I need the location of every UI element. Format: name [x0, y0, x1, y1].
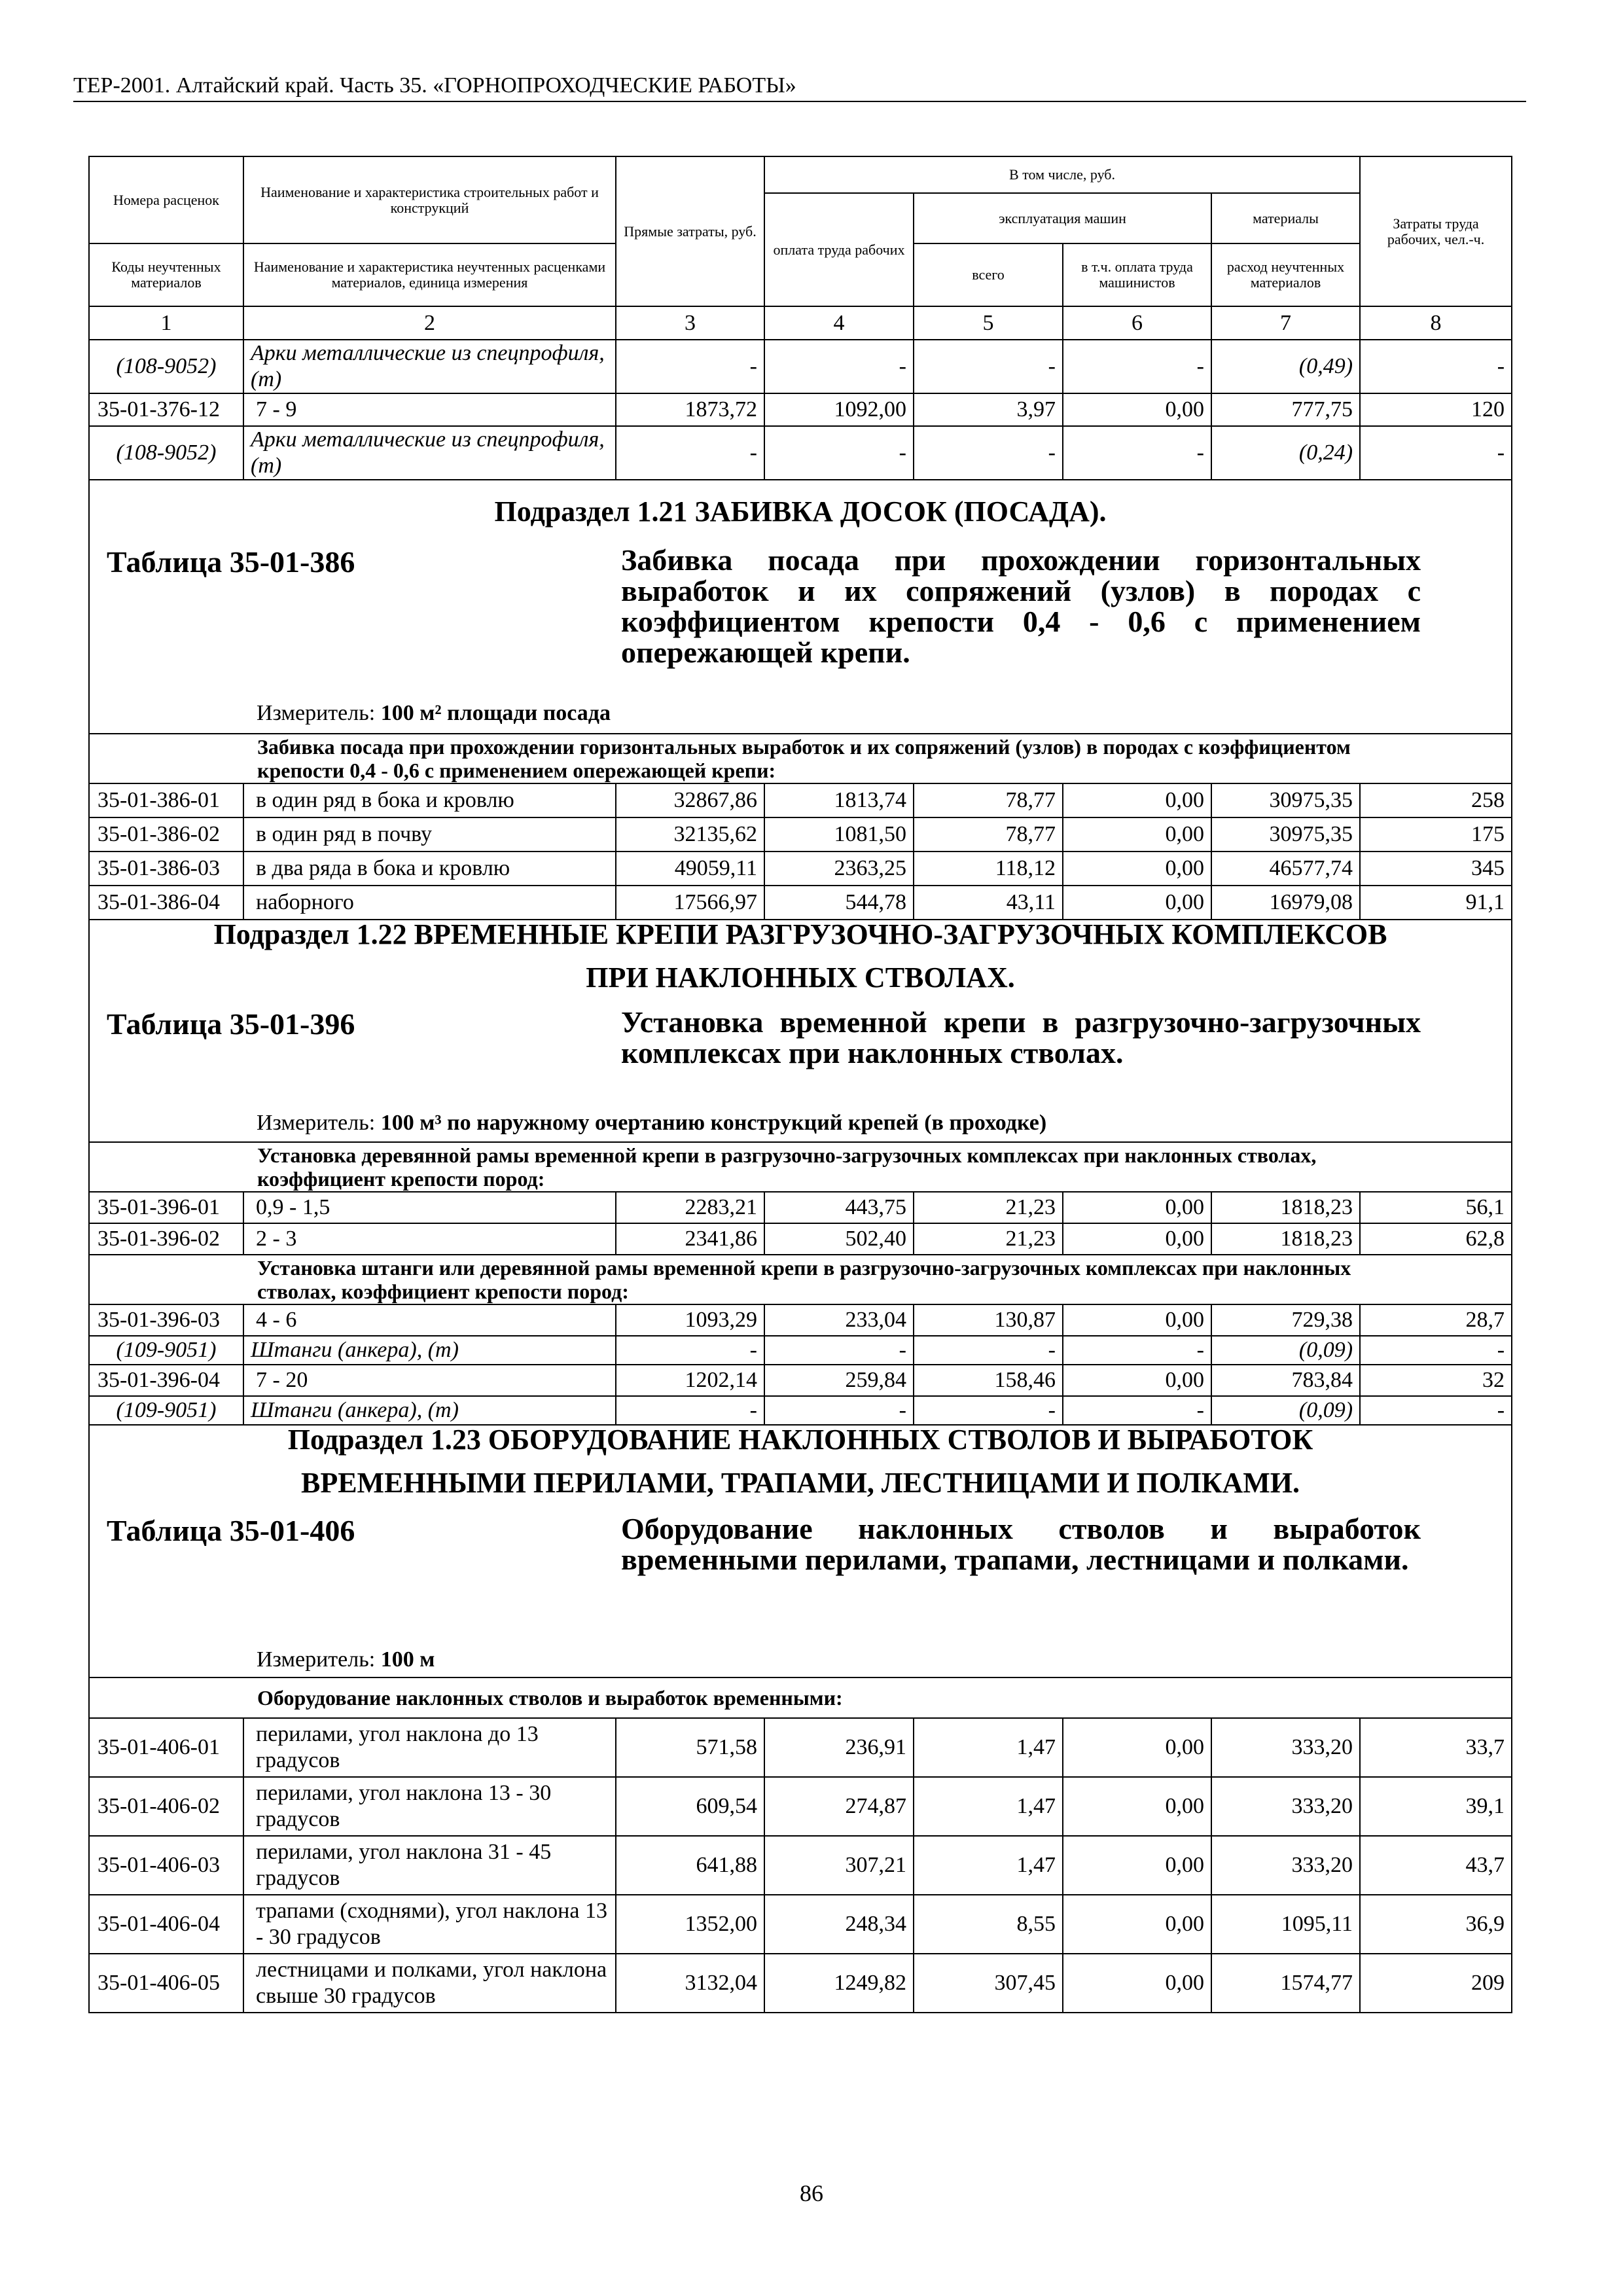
group-row: [89, 734, 1512, 783]
table-label: Таблица 35-01-396: [107, 1007, 355, 1041]
labor-cell: 62,8: [1360, 1223, 1512, 1255]
rate-row: [89, 1304, 1512, 1336]
group-title: Установка деревянной рамы временной крепи в разгрузочно-загрузочных комплексах при наклонных стволах, коэффициент крепости пород:: [89, 1142, 1512, 1192]
labor-cell: 33,7: [1360, 1718, 1512, 1777]
direct-costs-cell: 49059,11: [616, 852, 764, 886]
work-name: лестницами и полками, угол наклона свыше 30 градусов: [243, 1954, 616, 2013]
rate-code: 35-01-386-04: [89, 886, 243, 920]
materials-cell: 1818,23: [1211, 1223, 1360, 1255]
col-rate-numbers: Номера расценок: [89, 156, 243, 243]
machine-total-cell: 307,45: [914, 1954, 1063, 2013]
group-row: [89, 1142, 1512, 1192]
materials-cell: 1818,23: [1211, 1192, 1360, 1223]
worker-pay-cell: -: [764, 426, 914, 480]
work-name: трапами (сходнями), угол наклона 13 - 30 градусов: [243, 1895, 616, 1954]
table-description: Установка временной крепи в разгрузочно-загрузочных комплексах при наклонных стволах.: [621, 1005, 1421, 1069]
materials-cell: 1095,11: [1211, 1895, 1360, 1954]
operator-pay-cell: 0,00: [1063, 1836, 1211, 1895]
worker-pay-cell: -: [764, 1396, 914, 1425]
group-title: Оборудование наклонных стволов и выработок временными:: [89, 1677, 1512, 1718]
page-number: 86: [800, 2180, 823, 2206]
measure-prefix: Измеритель:: [257, 1647, 376, 1672]
labor-cell: -: [1360, 1336, 1512, 1365]
materials-cell: 30975,35: [1211, 817, 1360, 852]
labor-cell: -: [1360, 340, 1512, 393]
column-number: 8: [1360, 306, 1512, 340]
rate-row: [89, 1777, 1512, 1836]
col-materials: материалы: [1211, 193, 1360, 243]
group-title: Установка штанги или деревянной рамы временной крепи в разгрузочно-загрузочных комплексах при наклонных стволах, коэффициент крепости пород:: [89, 1255, 1512, 1304]
machine-total-cell: 43,11: [914, 886, 1063, 920]
operator-pay-cell: -: [1063, 340, 1211, 393]
materials-cell: 46577,74: [1211, 852, 1360, 886]
rate-row: [89, 817, 1512, 852]
rates-table: [88, 156, 1512, 2013]
material-code: (109-9051): [89, 1396, 243, 1425]
labor-cell: 120: [1360, 393, 1512, 426]
col-worker-pay: оплата труда рабочих: [764, 193, 914, 306]
direct-costs-cell: 1873,72: [616, 393, 764, 426]
subsection-cell: [89, 920, 1512, 1142]
machine-total-cell: 21,23: [914, 1192, 1063, 1223]
col-machine-ops: эксплуатация машин: [914, 193, 1211, 243]
col-material-codes: Коды неучтенных материалов: [89, 243, 243, 306]
direct-costs-cell: 2283,21: [616, 1192, 764, 1223]
col-including: В том числе, руб.: [764, 156, 1360, 193]
material-code: (109-9051): [89, 1336, 243, 1365]
table-description: Оборудование наклонных стволов и выработок временными перилами, трапами, лестницами и полками.: [621, 1512, 1421, 1576]
work-name: перилами, угол наклона 13 - 30 градусов: [243, 1777, 616, 1836]
operator-pay-cell: 0,00: [1063, 1365, 1211, 1396]
measure-prefix: Измеритель:: [257, 701, 376, 725]
operator-pay-cell: 0,00: [1063, 817, 1211, 852]
operator-pay-cell: 0,00: [1063, 886, 1211, 920]
subsection-title: ВРЕМЕННЫМИ ПЕРИЛАМИ, ТРАПАМИ, ЛЕСТНИЦАМИ И ПОЛКАМИ.: [300, 1467, 1300, 1499]
rate-code: 35-01-376-12: [89, 393, 243, 426]
operator-pay-cell: 0,00: [1063, 1954, 1211, 2013]
rate-code: 35-01-396-03: [89, 1304, 243, 1336]
direct-costs-cell: 3132,04: [616, 1954, 764, 2013]
worker-pay-cell: -: [764, 340, 914, 393]
direct-costs-cell: 17566,97: [616, 886, 764, 920]
subsection-title: Подраздел 1.23 ОБОРУДОВАНИЕ НАКЛОННЫХ СТВОЛОВ И ВЫРАБОТОК: [287, 1425, 1313, 1456]
material-row: [89, 1336, 1512, 1365]
work-name: 7 - 20: [243, 1365, 616, 1396]
measure-value: 100 м³ по наружному очертанию конструкций крепей (в проходке): [380, 1111, 1047, 1135]
worker-pay-cell: 259,84: [764, 1365, 914, 1396]
rate-row: [89, 1718, 1512, 1777]
machine-total-cell: 1,47: [914, 1836, 1063, 1895]
materials-cell: 30975,35: [1211, 783, 1360, 817]
materials-cell: 16979,08: [1211, 886, 1360, 920]
column-number: 6: [1063, 306, 1211, 340]
col-total: всего: [914, 243, 1063, 306]
measure-unit: [257, 700, 611, 726]
direct-costs-cell: 32135,62: [616, 817, 764, 852]
rate-code: 35-01-406-03: [89, 1836, 243, 1895]
material-row: [89, 340, 1512, 393]
materials-cell: 1574,77: [1211, 1954, 1360, 2013]
subsection-block: [90, 480, 1511, 733]
materials-cell: (0,24): [1211, 426, 1360, 480]
direct-costs-cell: 1093,29: [616, 1304, 764, 1336]
labor-cell: 28,7: [1360, 1304, 1512, 1336]
work-name: в два ряда в бока и кровлю: [243, 852, 616, 886]
table-label: Таблица 35-01-406: [107, 1514, 355, 1547]
labor-cell: -: [1360, 1396, 1512, 1425]
material-code: (108-9052): [89, 340, 243, 393]
operator-pay-cell: 0,00: [1063, 1718, 1211, 1777]
group-row: [89, 1255, 1512, 1304]
materials-cell: 729,38: [1211, 1304, 1360, 1336]
rates-document: [88, 156, 1511, 2013]
materials-cell: (0,49): [1211, 340, 1360, 393]
subsection-title: Подраздел 1.21 ЗАБИВКА ДОСОК (ПОСАДА).: [494, 495, 1107, 528]
col-labor: Затраты труда рабочих, чел.-ч.: [1360, 156, 1512, 306]
direct-costs-cell: -: [616, 1336, 764, 1365]
labor-cell: 91,1: [1360, 886, 1512, 920]
group-row: [89, 1677, 1512, 1718]
measure-value: 100 м: [380, 1647, 435, 1672]
direct-costs-cell: 1202,14: [616, 1365, 764, 1396]
subsection-title: Подраздел 1.22 ВРЕМЕННЫЕ КРЕПИ РАЗГРУЗОЧНО-ЗАГРУЗОЧНЫХ КОМПЛЕКСОВ: [213, 920, 1387, 950]
rate-row: [89, 783, 1512, 817]
rate-row: [89, 852, 1512, 886]
machine-total-cell: 78,77: [914, 783, 1063, 817]
machine-total-cell: -: [914, 1336, 1063, 1365]
rate-code: 35-01-396-04: [89, 1365, 243, 1396]
materials-cell: 333,20: [1211, 1777, 1360, 1836]
work-name: 0,9 - 1,5: [243, 1192, 616, 1223]
column-number: 5: [914, 306, 1063, 340]
col-material-name: Наименование и характеристика неучтенных расценками материалов, единица измерения: [243, 243, 616, 306]
column-number: 1: [89, 306, 243, 340]
worker-pay-cell: 443,75: [764, 1192, 914, 1223]
operator-pay-cell: 0,00: [1063, 1304, 1211, 1336]
materials-cell: 333,20: [1211, 1718, 1360, 1777]
operator-pay-cell: 0,00: [1063, 1777, 1211, 1836]
subsection-header: [89, 920, 1512, 1142]
rate-code: 35-01-406-01: [89, 1718, 243, 1777]
direct-costs-cell: -: [616, 1396, 764, 1425]
materials-cell: 333,20: [1211, 1836, 1360, 1895]
worker-pay-cell: 1813,74: [764, 783, 914, 817]
column-number: 4: [764, 306, 914, 340]
machine-total-cell: 1,47: [914, 1718, 1063, 1777]
labor-cell: 32: [1360, 1365, 1512, 1396]
subsection-header: [89, 1425, 1512, 1677]
table-label: Таблица 35-01-386: [107, 545, 355, 579]
worker-pay-cell: 307,21: [764, 1836, 914, 1895]
measure-value: 100 м² площади посада: [380, 701, 611, 725]
column-number: 7: [1211, 306, 1360, 340]
operator-pay-cell: 0,00: [1063, 1895, 1211, 1954]
rate-row: [89, 1836, 1512, 1895]
worker-pay-cell: 1081,50: [764, 817, 914, 852]
machine-total-cell: 21,23: [914, 1223, 1063, 1255]
direct-costs-cell: -: [616, 426, 764, 480]
operator-pay-cell: -: [1063, 1396, 1211, 1425]
direct-costs-cell: 641,88: [616, 1836, 764, 1895]
operator-pay-cell: -: [1063, 1336, 1211, 1365]
direct-costs-cell: 2341,86: [616, 1223, 764, 1255]
work-name: в один ряд в почву: [243, 817, 616, 852]
work-name: наборного: [243, 886, 616, 920]
materials-cell: (0,09): [1211, 1396, 1360, 1425]
col-work-name: Наименование и характеристика строительных работ и конструкций: [243, 156, 616, 243]
measure-unit: [257, 1647, 435, 1673]
work-name: перилами, угол наклона 31 - 45 градусов: [243, 1836, 616, 1895]
materials-cell: (0,09): [1211, 1336, 1360, 1365]
material-name: Штанги (анкера), (т): [243, 1396, 616, 1425]
measure-unit: [257, 1110, 1046, 1136]
group-title: Забивка посада при прохождении горизонтальных выработок и их сопряжений (узлов) в породах с коэффициентом крепости 0,4 - 0,6 с применением опережающей крепи:: [89, 734, 1512, 783]
operator-pay-cell: 0,00: [1063, 1192, 1211, 1223]
machine-total-cell: 3,97: [914, 393, 1063, 426]
direct-costs-cell: 571,58: [616, 1718, 764, 1777]
material-row: [89, 426, 1512, 480]
rate-row: [89, 1223, 1512, 1255]
labor-cell: -: [1360, 426, 1512, 480]
rate-row: [89, 1365, 1512, 1396]
work-name: 4 - 6: [243, 1304, 616, 1336]
operator-pay-cell: 0,00: [1063, 852, 1211, 886]
worker-pay-cell: 1249,82: [764, 1954, 914, 2013]
worker-pay-cell: -: [764, 1336, 914, 1365]
labor-cell: 345: [1360, 852, 1512, 886]
work-name: перилами, угол наклона до 13 градусов: [243, 1718, 616, 1777]
subsection-cell: [89, 1425, 1512, 1677]
worker-pay-cell: 236,91: [764, 1718, 914, 1777]
measure-prefix: Измеритель:: [257, 1111, 376, 1135]
rate-row: [89, 886, 1512, 920]
labor-cell: 209: [1360, 1954, 1512, 2013]
material-code: (108-9052): [89, 426, 243, 480]
rate-row: [89, 1954, 1512, 2013]
machine-total-cell: -: [914, 426, 1063, 480]
worker-pay-cell: 502,40: [764, 1223, 914, 1255]
labor-cell: 258: [1360, 783, 1512, 817]
material-name: Арки металлические из спецпрофиля, (т): [243, 340, 616, 393]
subsection-block: [90, 1426, 1511, 1677]
machine-total-cell: 1,47: [914, 1777, 1063, 1836]
work-name: в один ряд в бока и кровлю: [243, 783, 616, 817]
material-name: Штанги (анкера), (т): [243, 1336, 616, 1365]
column-number: 2: [243, 306, 616, 340]
labor-cell: 39,1: [1360, 1777, 1512, 1836]
subsection-cell: [89, 480, 1512, 734]
column-number: 3: [616, 306, 764, 340]
table-description: Забивка посада при прохождении горизонтальных выработок и их сопряжений (узлов) в породах с коэффициентом крепости 0,4 - 0,6 с применением опережающей крепи.: [621, 543, 1421, 669]
machine-total-cell: 130,87: [914, 1304, 1063, 1336]
rate-code: 35-01-406-05: [89, 1954, 243, 2013]
direct-costs-cell: 32867,86: [616, 783, 764, 817]
work-name: 7 - 9: [243, 393, 616, 426]
worker-pay-cell: 2363,25: [764, 852, 914, 886]
machine-total-cell: 118,12: [914, 852, 1063, 886]
machine-total-cell: 78,77: [914, 817, 1063, 852]
work-name: 2 - 3: [243, 1223, 616, 1255]
rate-code: 35-01-386-03: [89, 852, 243, 886]
direct-costs-cell: -: [616, 340, 764, 393]
operator-pay-cell: -: [1063, 426, 1211, 480]
column-numbers-row: [89, 306, 1512, 340]
col-unaccounted-materials: расход неучтенных материалов: [1211, 243, 1360, 306]
operator-pay-cell: 0,00: [1063, 783, 1211, 817]
machine-total-cell: 158,46: [914, 1365, 1063, 1396]
operator-pay-cell: 0,00: [1063, 1223, 1211, 1255]
material-name: Арки металлические из спецпрофиля, (т): [243, 426, 616, 480]
worker-pay-cell: 233,04: [764, 1304, 914, 1336]
rate-row: [89, 393, 1512, 426]
rate-code: 35-01-386-01: [89, 783, 243, 817]
worker-pay-cell: 544,78: [764, 886, 914, 920]
labor-cell: 56,1: [1360, 1192, 1512, 1223]
labor-cell: 36,9: [1360, 1895, 1512, 1954]
direct-costs-cell: 1352,00: [616, 1895, 764, 1954]
materials-cell: 783,84: [1211, 1365, 1360, 1396]
rate-code: 35-01-396-02: [89, 1223, 243, 1255]
subsection-header: [89, 480, 1512, 734]
subsection-block: [90, 920, 1511, 1141]
operator-pay-cell: 0,00: [1063, 393, 1211, 426]
materials-cell: 777,75: [1211, 393, 1360, 426]
col-operator-pay: в т.ч. оплата труда машинистов: [1063, 243, 1211, 306]
machine-total-cell: 8,55: [914, 1895, 1063, 1954]
worker-pay-cell: 1092,00: [764, 393, 914, 426]
rate-row: [89, 1192, 1512, 1223]
subsection-title: ПРИ НАКЛОННЫХ СТВОЛАХ.: [586, 961, 1015, 994]
rate-code: 35-01-386-02: [89, 817, 243, 852]
material-row: [89, 1396, 1512, 1425]
rate-row: [89, 1895, 1512, 1954]
col-direct-costs: Прямые затраты, руб.: [616, 156, 764, 306]
rate-code: 35-01-406-02: [89, 1777, 243, 1836]
labor-cell: 175: [1360, 817, 1512, 852]
worker-pay-cell: 274,87: [764, 1777, 914, 1836]
worker-pay-cell: 248,34: [764, 1895, 914, 1954]
direct-costs-cell: 609,54: [616, 1777, 764, 1836]
machine-total-cell: -: [914, 1396, 1063, 1425]
running-header: ТЕР-2001. Алтайский край. Часть 35. «ГОРНОПРОХОДЧЕСКИЕ РАБОТЫ»: [73, 72, 1526, 102]
rate-code: 35-01-396-01: [89, 1192, 243, 1223]
labor-cell: 43,7: [1360, 1836, 1512, 1895]
rate-code: 35-01-406-04: [89, 1895, 243, 1954]
machine-total-cell: -: [914, 340, 1063, 393]
